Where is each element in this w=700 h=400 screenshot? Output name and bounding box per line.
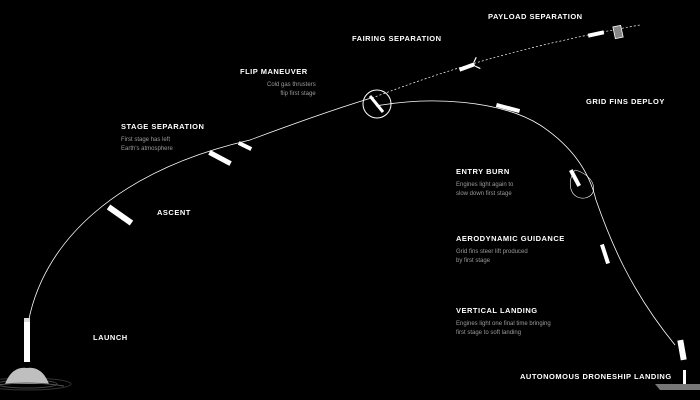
rocket-aerodynamic (600, 244, 610, 264)
vertical-landing-description: Engines light one final time bringing first stage to soft landing (456, 321, 551, 336)
stage-separation-description: First stage has left Earth's atmosphere (121, 137, 173, 152)
aerodynamic-guidance-label: AERODYNAMIC GUIDANCE (456, 234, 565, 243)
rocket-stage-separation (208, 150, 232, 166)
rocket-ascent (107, 205, 133, 226)
payload-separation-rocket (588, 30, 604, 37)
rocket-grid-fins (496, 103, 520, 113)
flip-maneuver-description: Cold gas thrusters flip first stage (267, 82, 316, 97)
flip-maneuver-label: FLIP MANEUVER (240, 67, 308, 76)
grid-fins-deploy-label: GRID FINS DEPLOY (586, 97, 665, 106)
launch-label: LAUNCH (93, 333, 128, 342)
payload-separation-label: PAYLOAD SEPARATION (488, 12, 583, 21)
entry-burn-description: Engines light again to slow down first stage (456, 182, 514, 197)
launch-pad (0, 368, 71, 390)
aerodynamic-guidance-description: Grid fins steer lift produced by first stage (456, 249, 528, 264)
entry-burn-label: ENTRY BURN (456, 167, 510, 176)
payload-icon (613, 25, 623, 38)
ascent-label: ASCENT (157, 208, 191, 217)
ascent-trajectory (27, 98, 373, 330)
droneship-landing-label: AUTONOMOUS DRONESHIP LANDING (520, 372, 672, 381)
stage-separation-label: STAGE SEPARATION (121, 122, 205, 131)
upper-stage-separating (238, 141, 252, 151)
fairing-separation-label: FAIRING SEPARATION (352, 34, 442, 43)
fairing-separation-rocket (457, 57, 480, 75)
vertical-landing-label: VERTICAL LANDING (456, 306, 538, 315)
rocket-vertical-landing (677, 340, 686, 361)
rocket-launch (24, 318, 30, 362)
